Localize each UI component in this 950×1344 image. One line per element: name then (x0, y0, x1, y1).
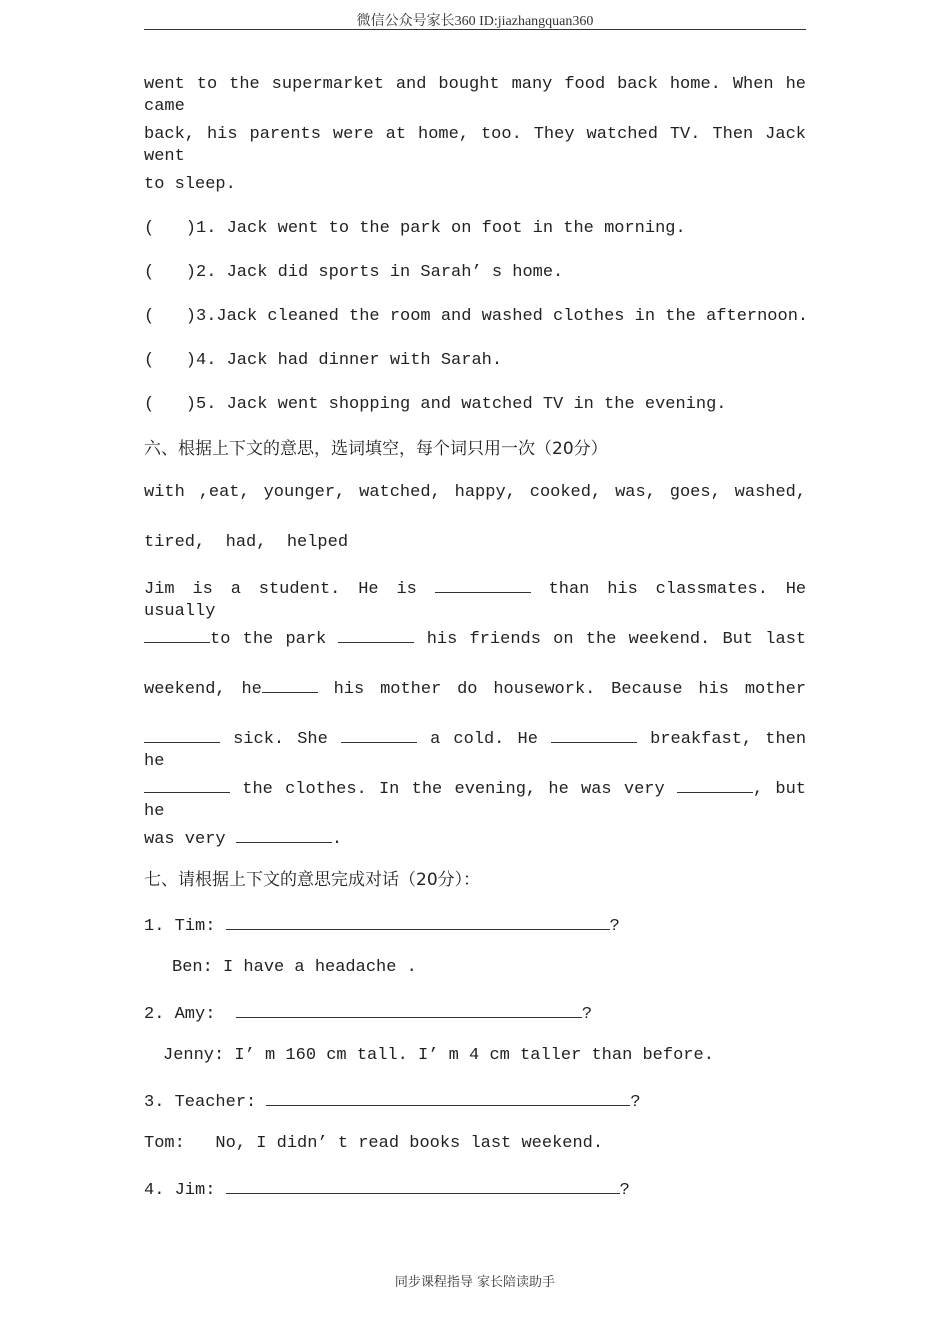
text-fragment: his (607, 580, 638, 599)
word-bank-item: younger, (263, 483, 346, 502)
answer-bracket[interactable] (144, 306, 196, 328)
question-text: 2. Jack did sports in Sarah’ s home. (196, 263, 564, 282)
passage-line-3: to sleep. (144, 175, 236, 194)
paren-open: ( (144, 351, 155, 370)
text-fragment: then (765, 730, 807, 749)
text-fragment: He (358, 580, 379, 599)
word-bank-item: goes, (669, 483, 721, 502)
dialog-1-question (144, 913, 806, 938)
paren-close: ) (185, 307, 196, 326)
text-fragment: is (396, 580, 417, 599)
cloze-blank-4[interactable] (262, 676, 318, 693)
text-fragment: do (457, 680, 478, 699)
cloze-line-2 (144, 626, 806, 651)
question-4 (144, 350, 806, 372)
text-fragment: He (517, 730, 538, 749)
cloze-blank-9[interactable] (677, 776, 753, 793)
text-fragment: ? (609, 917, 620, 936)
question-3 (144, 306, 809, 328)
paren-open: ( (144, 263, 155, 282)
word-bank-line-1 (144, 482, 806, 504)
text-fragment: he (548, 780, 569, 799)
cloze-blank-7[interactable] (551, 726, 637, 743)
page-footer: 同步课程指导 家长陪读助手 (394, 1275, 556, 1290)
text-fragment: student. (258, 580, 341, 599)
cloze-blank-2[interactable] (144, 626, 210, 643)
text-fragment: than (548, 580, 590, 599)
cloze-blank-3[interactable] (338, 626, 414, 643)
text-fragment: the (242, 630, 274, 649)
text-fragment: a (430, 730, 441, 749)
passage-line-1: went to the supermarket and bought many food back home. When he came (144, 75, 806, 116)
text-fragment: but (775, 780, 807, 799)
text-fragment: mother (380, 680, 442, 699)
text-fragment: classmates. (655, 580, 768, 599)
text-fragment: last (765, 630, 807, 649)
text-fragment: evening, (454, 780, 537, 799)
question-2 (144, 262, 806, 284)
section-7-heading: 七、请根据上下文的意思完成对话（20分）： (144, 870, 481, 890)
text-fragment: the (242, 780, 273, 799)
text-fragment: cold. (453, 730, 505, 749)
text-fragment: weekend. (628, 630, 711, 649)
dialog-blank-4[interactable] (226, 1177, 620, 1194)
dialog-2-question (144, 1001, 806, 1026)
passage-line-2: back, his parents were at home, too. They watched TV. Then Jack went (144, 125, 806, 166)
paren-open: ( (144, 219, 155, 238)
dialog-3-question (144, 1089, 806, 1114)
text-fragment: very (623, 780, 665, 799)
text-fragment: he (144, 802, 165, 821)
text-fragment: Because (611, 680, 683, 699)
paren-close: ) (185, 219, 196, 238)
paren-close: ) (185, 263, 196, 282)
text-fragment: he (241, 680, 262, 699)
text-fragment: his (426, 630, 458, 649)
question-1 (144, 218, 806, 240)
dialog-2-answer: Jenny: I’ m 160 cm tall. I’ m 4 cm taller than before. (163, 1046, 714, 1065)
text-fragment: is (192, 580, 213, 599)
answer-bracket[interactable] (144, 262, 196, 284)
word-bank-item: was, (615, 483, 656, 502)
word-bank-line-2: tired, had, helped (144, 533, 349, 552)
word-bank-item: ,eat, (198, 483, 250, 502)
dialog-blank-3[interactable] (266, 1089, 630, 1106)
answer-bracket[interactable] (144, 218, 196, 240)
text-fragment: ? (619, 1181, 630, 1200)
dialog-blank-2[interactable] (236, 1001, 582, 1018)
text-fragment: housework. (493, 680, 596, 699)
text-fragment: usually (144, 602, 216, 621)
question-text: 3.Jack cleaned the room and washed clothes in the afternoon. (196, 307, 809, 326)
text-fragment: mother (744, 680, 807, 699)
dialog-blank-1[interactable] (226, 913, 610, 930)
cloze-blank-6[interactable] (341, 726, 417, 743)
cloze-blank-1[interactable] (435, 576, 531, 593)
text-fragment: ? (581, 1005, 593, 1024)
dialog-1-answer: Ben: I have a headache . (172, 958, 417, 977)
text-fragment: was (581, 780, 612, 799)
text-fragment: 2. Amy: (144, 1005, 216, 1024)
text-fragment: was very (144, 830, 226, 849)
text-fragment: breakfast, (650, 730, 753, 749)
paren-close: ) (185, 351, 196, 370)
cloze-blank-5[interactable] (144, 726, 220, 743)
paren-open: ( (144, 395, 155, 414)
text-fragment: to (210, 630, 231, 649)
text-fragment: 3. Teacher: (144, 1093, 257, 1112)
paren-open: ( (144, 307, 155, 326)
text-fragment: Jim (144, 580, 175, 599)
text-fragment: 1. Tim: (144, 917, 216, 936)
text-fragment: 4. Jim: (144, 1181, 216, 1200)
text-fragment: ? (630, 1093, 641, 1112)
text-fragment: sick. (233, 730, 285, 749)
text-fragment: the (585, 630, 617, 649)
text-fragment: a (230, 580, 241, 599)
text-fragment: He (785, 580, 807, 599)
answer-bracket[interactable] (144, 350, 196, 372)
text-fragment: But (722, 630, 754, 649)
header-rule (144, 29, 806, 30)
cloze-line-1 (144, 576, 806, 623)
cloze-blank-10[interactable] (236, 826, 332, 843)
answer-bracket[interactable] (144, 394, 196, 416)
question-5 (144, 394, 806, 416)
word-bank-item: watched, (359, 483, 441, 502)
text-fragment: his (333, 680, 365, 699)
section-6-heading: 六、根据上下文的意思，选词填空，每个词只用一次（20分） (144, 439, 608, 459)
word-bank-item: cooked, (529, 483, 602, 502)
text-fragment: park (285, 630, 327, 649)
dialog-3-answer: Tom: No, I didn’ t read books last weekend. (144, 1134, 604, 1153)
text-fragment: he (144, 752, 165, 771)
word-bank-item: with (144, 483, 185, 502)
text-fragment: , (752, 780, 764, 799)
text-fragment: friends (469, 630, 541, 649)
cloze-blank-8[interactable] (144, 776, 230, 793)
word-bank-item: washed, (734, 483, 807, 502)
text-fragment: In (378, 780, 400, 799)
text-fragment: on (553, 630, 574, 649)
word-bank-item: happy, (454, 483, 516, 502)
question-text: 4. Jack had dinner with Sarah. (196, 351, 503, 370)
text-fragment: weekend, (144, 680, 226, 699)
cloze-line-5 (144, 776, 806, 823)
cloze-line-3 (144, 676, 806, 701)
cloze-line-6 (144, 826, 806, 851)
dialog-4-question (144, 1177, 806, 1202)
text-fragment: She (297, 730, 328, 749)
text-fragment: . (331, 830, 343, 849)
text-fragment: his (698, 680, 730, 699)
page-header: 微信公众号家长360 ID:jiazhangquan360 (356, 14, 594, 29)
paren-close: ) (185, 395, 196, 414)
question-text: 5. Jack went shopping and watched TV in the evening. (196, 395, 727, 414)
text-fragment: clothes. (285, 780, 367, 799)
cloze-line-4 (144, 726, 806, 773)
text-fragment: the (411, 780, 443, 799)
question-text: 1. Jack went to the park on foot in the morning. (196, 219, 686, 238)
